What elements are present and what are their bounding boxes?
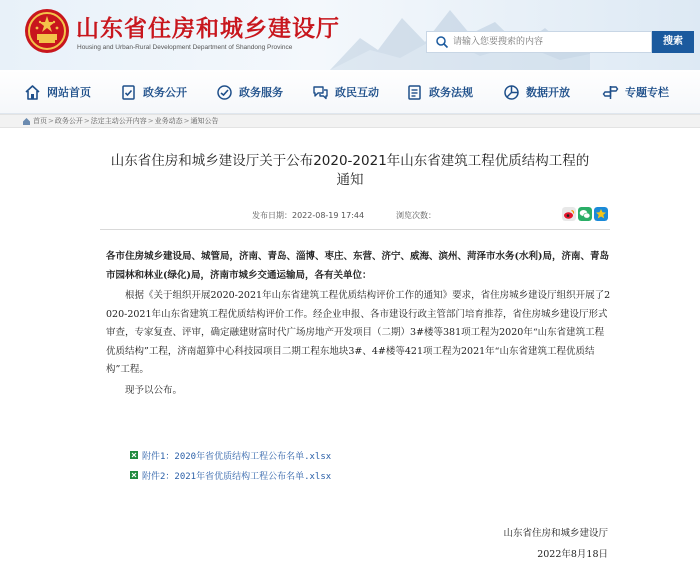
salutation: 各市住房城乡建设局、城管局，济南、青岛、淄博、枣庄、东营、济宁、威海、滨州、菏泽市水务(水利)局，济南、青岛市园林和林业(绿化)局，济南市城乡交通运输局，各有关单位： [106,251,609,281]
handshake-icon [216,84,233,101]
breadcrumb [0,114,700,128]
house-icon [24,84,41,101]
qzone-share-icon[interactable] [594,207,608,221]
breadcrumb-separator: > [147,117,154,125]
pie-chart-icon [503,84,520,101]
nav-label: 政务法规 [429,86,473,99]
nav-label: 政务公开 [143,86,187,99]
attachment-link-2021[interactable] [130,468,331,482]
excel-file-icon [130,471,138,479]
publish-date: 发布日期：2022-08-19 17:44 [252,211,365,220]
breadcrumb-home[interactable]: 首页 [33,117,47,125]
nav-item-interaction[interactable] [312,82,379,102]
breadcrumb-gov-affairs[interactable]: 政务公开 [54,117,83,125]
home-icon [22,117,31,126]
search-button[interactable]: 搜索 [652,31,694,53]
nav-item-special-topics[interactable] [602,82,669,102]
breadcrumb-separator: > [83,117,90,125]
article-title-line2: 通知 [336,172,364,188]
attachment-link-2020[interactable] [130,448,331,462]
sign-icon [602,84,619,101]
article-title-line1: 山东省住房和城乡建设厅关于公布2020-2021年山东省建筑工程优质结构工程的 [110,153,590,169]
meta-divider [100,229,610,230]
nav-label: 网站首页 [47,86,91,99]
attachment-label: 附件1：2020年省优质结构工程公布名单.xlsx [142,451,332,462]
search-box [426,31,652,53]
chat-bubbles-icon [312,84,329,101]
nav-item-open-data[interactable] [503,82,570,102]
wechat-share-icon[interactable] [578,207,592,221]
search-input[interactable] [453,33,649,51]
nav-item-gov-services[interactable] [216,82,283,102]
scale-book-icon [406,84,423,101]
breadcrumb-disclosure[interactable]: 法定主动公开内容 [90,117,147,125]
article-title [90,152,610,190]
article-meta [100,210,610,224]
signature-org: 山东省住房和城乡建设厅 [503,528,608,539]
site-header [0,0,700,70]
article-body [106,248,612,400]
breadcrumb-separator: > [183,117,190,125]
breadcrumb-separator: > [48,117,54,125]
breadcrumb-business[interactable]: 业务动态 [154,117,183,125]
attachment-label: 附件2：2021年省优质结构工程公布名单.xlsx [142,471,332,482]
search-icon [435,35,449,49]
signature-date: 2022年8月18日 [537,549,608,560]
nav-label: 数据开放 [526,86,570,99]
site-title[interactable]: 山东省住房和城乡建设厅 [76,16,340,42]
weibo-share-icon[interactable] [562,207,576,221]
nav-label: 政务服务 [239,86,283,99]
view-count: 浏览次数： [396,211,436,220]
nav-label: 专题专栏 [625,86,669,99]
nav-item-gov-affairs[interactable] [120,82,187,102]
nav-item-home[interactable] [24,82,91,102]
paragraph-main: 根据《关于组织开展2020-2021年山东省建筑工程优质结构评价工作的通知》要求，省住房城乡建设厅组织开展了2020-2021年山东省建筑工程优质结构评价工作。经企业申报、各市建设行政主管部门培育推荐，省住房城乡建设厅形式审查，专家复查、评审，确定融建财富时代广场房地产开发项目（二期）3#楼等381项工程为2020年“山东省建筑工程优质结构”工程，济南超算中心科技园项目二期工程东地块3#、4#楼等421项工程为2021年“山东省建筑工程优质结构”工程。 [106,290,611,375]
nav-label: 政民互动 [335,86,379,99]
document-check-icon [120,84,137,101]
main-nav [0,70,700,114]
site-subtitle: Housing and Urban-Rural Development Department of Shandong Province [77,44,293,51]
nav-item-regulations[interactable] [406,82,473,102]
excel-file-icon [130,451,138,459]
paragraph-announce: 现予以公布。 [125,384,183,396]
national-emblem-icon [24,8,70,54]
breadcrumb-notices[interactable]: 通知公告 [190,117,219,125]
